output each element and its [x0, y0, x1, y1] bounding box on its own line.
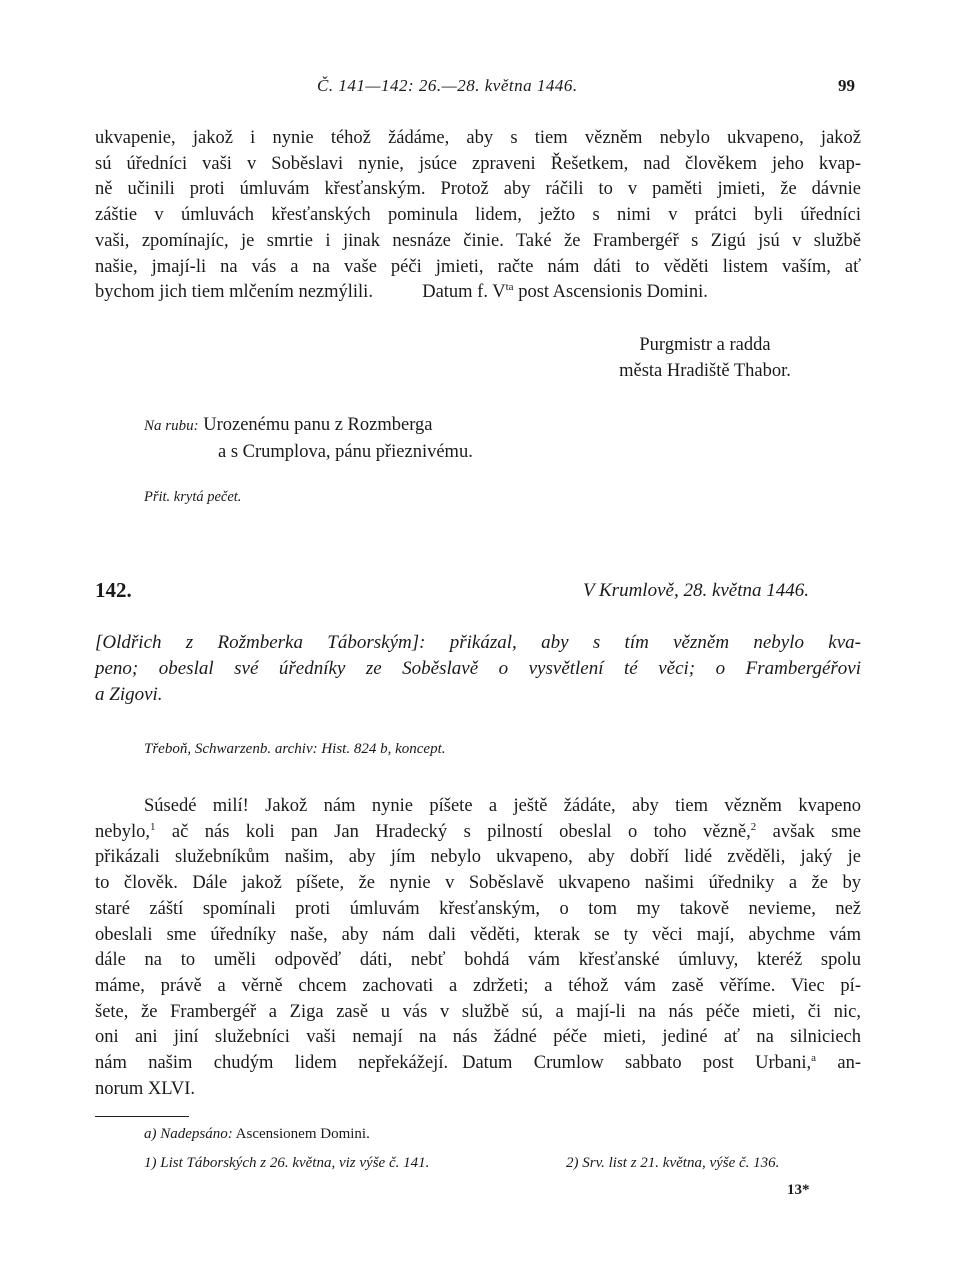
text-line: sú úředníci vaši v Soběslavi nynie, jsúce zpraveni Řešetkem, nad člověkem jeho kvap- [95, 153, 861, 174]
text-line [95, 1051, 861, 1077]
datum-suffix: post Ascensionis Domini. [513, 282, 708, 303]
footnote-ref-a: a [811, 1051, 817, 1064]
footnote-a-label: a) Nadepsáno: [144, 1126, 233, 1142]
seal-note: Přit. krytá pečet. [144, 489, 242, 505]
text-segment: an- [816, 1053, 861, 1074]
text-segment: nám našim chudým lidem nepřekážejí. [95, 1053, 449, 1074]
text-segment: ač nás koli pan Jan Hradecký s pilností obeslal o toho vězně, [155, 821, 751, 842]
regest-line: peno; obeslal své úředníky ze Soběslavě o vysvětlení té věci; o Frambergéřovi [95, 658, 861, 679]
footnote-2: 2) Srv. list z 21. května, výše č. 136. [566, 1155, 780, 1171]
text-line: norum XLVI. [95, 1078, 196, 1099]
text-line [95, 280, 861, 306]
text-line: máme, právě a věrně chcem zachovati a zdržeti; a téhož vám zasě věříme. Viec pí- [95, 975, 861, 996]
address-label: Na rubu: [144, 418, 199, 434]
footnote-ref-1: 1 [149, 820, 156, 833]
text-segment: nebylo, [95, 821, 150, 842]
text-segment: avšak sme [756, 821, 861, 842]
footnote-a-text: Ascensionem Domini. [232, 1126, 370, 1142]
text-line: ukvapenie, jakož i nynie téhož žádáme, aby s tiem vězněm nebylo ukvapeno, jakož [95, 128, 861, 148]
text-line: obeslali sme úředníky naše, aby nám dali věděti, kterak se ty věci mají, abychme vám [95, 924, 861, 945]
signature-line-1: Purgmistr a radda [639, 335, 771, 355]
text-line: oni ani jiní služebníci vaši nemají na nás žádné péče mieti, jediné ať na silniciech [95, 1027, 861, 1048]
regest-line: [Oldřich z Rožmberka Táborským]: přikázal, aby s tím vězněm nebylo kva- [95, 632, 861, 653]
regest-line: a Zigovi. [95, 684, 163, 705]
address-line-1: Urozenému panu z Rozmberga [203, 415, 433, 435]
letter-141-text [95, 126, 861, 306]
text-line: to člověk. Dále jakož píšete, že nynie v Soběslavě ukvapeno našimi úředniky a že by [95, 873, 861, 894]
datum-prefix: Datum f. V [422, 282, 506, 303]
datum-text [422, 282, 708, 302]
text-line: našie, jmají-li na vás a na vaše péči jmieti, račte nám dáti to věděti listem vaším, ať [95, 256, 861, 277]
text-line: ně učinili proti úmluvám křesťanským. Protož aby ráčili to v paměti jmieti, že dávnie [95, 179, 861, 200]
letter-142-text [95, 794, 861, 1102]
text-line [95, 820, 861, 846]
text-line: přikázali služebníkům našim, aby jím nebylo ukvapeno, aby dobří lidé zvěděli, jaký je [95, 847, 861, 868]
text-line: šete, že Frambergéř a Ziga zasě u vás v službě sú, a mají-li na nás péče mieti, či nic, [95, 1001, 861, 1022]
datum-sup: ta [505, 281, 514, 294]
signature-mark: 13* [787, 1182, 810, 1198]
page-number: 99 [838, 76, 855, 95]
footnote-a [144, 1126, 370, 1143]
text-line: dále na to uměli odpověď dáti, nebť bohdá vám křesťanské úmluvy, kteréž spolu [95, 950, 861, 971]
running-head [95, 76, 861, 106]
text-line: vaši, zpomínajíc, je smrtie i jinak nesnáze činie. Také že Frambergéř s Zigú jsú v službě [95, 230, 861, 251]
source-note: Třeboň, Schwarzenb. archiv: Hist. 824 b, koncept. [144, 741, 446, 757]
address-block [144, 412, 473, 465]
footnote-1: 1) List Táborských z 26. května, viz výše č. 141. [144, 1155, 430, 1171]
address-line-2: a s Crumplova, pánu přieznivému. [218, 442, 473, 462]
signature-line-2: města Hradiště Thabor. [619, 361, 791, 381]
entry-place-date: V Krumlově, 28. května 1446. [583, 580, 810, 601]
text-line: staré záští spomínali proti úmluvám křesťanským, o tom my takově nevieme, než [95, 898, 861, 919]
document-page [95, 76, 861, 306]
entry-number: 142. [95, 578, 132, 602]
closing-text: bychom jich tiem mlčením nezmýlili. [95, 282, 373, 303]
text-line: Súsedé milí! Jakož nám nynie píšete a ještě žádáte, aby tiem vězněm kvapeno [144, 796, 861, 816]
running-head-title: Č. 141—142: 26.—28. května 1446. [317, 76, 578, 95]
footnote-ref-2: 2 [750, 820, 757, 833]
text-segment: Datum Crumlow sabbato post Urbani, [462, 1053, 812, 1074]
footnote-rule [95, 1116, 189, 1117]
regest [95, 630, 861, 708]
text-line: záštie v úmluvách křesťanských pominula lidem, ježto s nimi v prátci byli úředníci [95, 205, 861, 226]
signature-block [590, 332, 820, 384]
